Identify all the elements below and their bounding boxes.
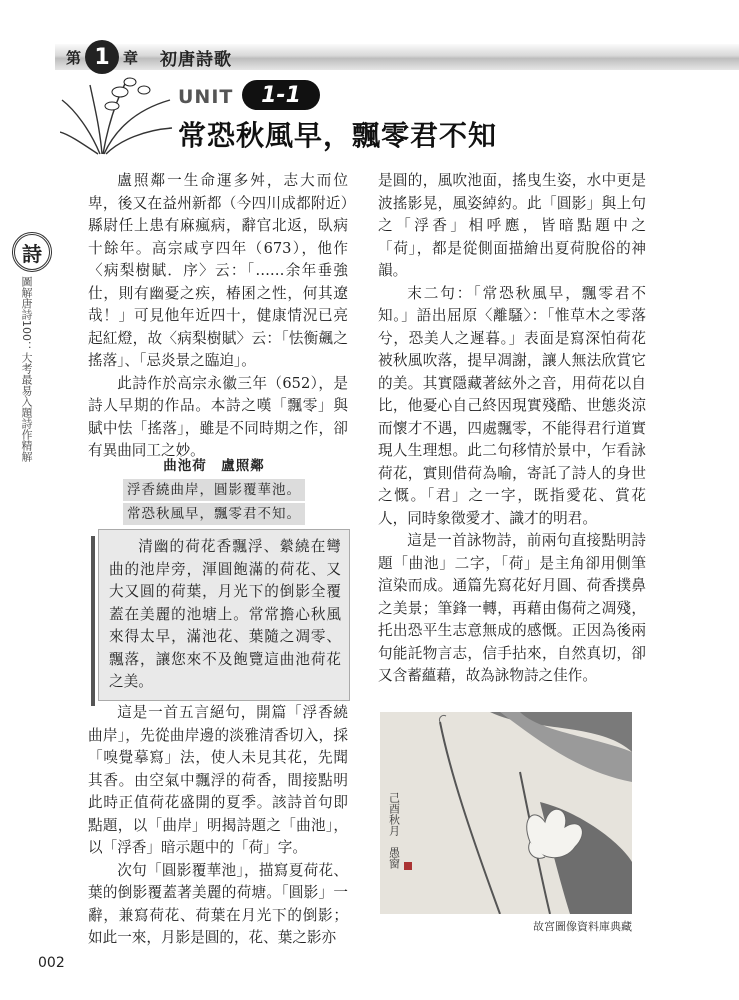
painting-inscription: 己酉秋月 愚窗 (387, 792, 401, 869)
body-paragraph: 這是一首詠物詩，前兩句直接點明詩題「曲池」二字，「荷」是主角卻用側筆渲染而成。通篇先寫花好月圓、荷香撲鼻之美景；筆鋒一轉，再藉由傷荷之凋殘，托出恐平生志意無成的感慨。正因為後兩句能託物言志，信手拈來，自然真切，卻又含蓄蘊藉，故為詠物詩之佳作。 (378, 532, 646, 684)
book-title-vertical: 圖解唐詩100：大考最易入題詩作精解 (20, 276, 33, 462)
page-number: 002 (38, 955, 65, 971)
page-title: 常恐秋風早，飄零君不知 (178, 119, 498, 152)
image-caption: 故宮圖像資料庫典藏 (533, 920, 632, 933)
poem-block (112, 454, 316, 526)
left-column-bottom (88, 702, 348, 950)
right-column (378, 170, 646, 688)
poem-title: 曲池荷 盧照鄰 (163, 458, 265, 474)
body-paragraph: 這是一首五言絕句，開篇「浮香繞曲岸」，先從曲岸邊的淡雅清香切入，採「嗅覺摹寫」法，使人未見其花，先聞其香。由空氣中飄浮的荷香，間接點明此時正值荷花盛開的夏季。該詩首句即點題，以「曲岸」明揭詩題之「曲池」，以「浮香」暗示題中的「荷」字。 (88, 704, 348, 856)
unit-label: UNIT (178, 86, 234, 108)
orchid-illustration (60, 70, 175, 155)
chapter-title: 初唐詩歌 (160, 49, 233, 70)
body-paragraph: 此詩作於高宗永徽三年（652），是詩人早期的作品。本詩之嘆「飄零」與賦中怯「搖落」，雖是不同時期之作，卻有異曲同工之妙。 (88, 374, 348, 459)
book-logo: 詩 (12, 232, 52, 272)
body-paragraph: 末二句：「常恐秋風早，飄零君不知。」語出屈原〈離騷〉：「惟草木之零落兮，恐美人之遲暮。」表面是寫深怕荷花被秋風吹落，提早凋謝，讓人無法欣賞它的美。其實隱藏著絃外之音，用荷花以自比，他憂心自己終因現實殘酷、世態炎涼而懷才不遇，四處飄零，不能得君行道實現人生理想。此二句移情於景中，乍看詠荷花，實則借荷為喻，寄託了詩人的身世之慨。「君」之一字，既指愛花、賞花人，同時象徵愛才、識才的明君。 (378, 284, 646, 527)
lotus-painting (380, 712, 632, 914)
body-paragraph: 盧照鄰一生命運多舛，志大而位卑，後又在益州新都（今四川成都附近）縣尉任上患有麻瘋病，辭官北返，臥病十餘年。高宗咸亨四年（673），他作〈病梨樹賦．序〉云：「……余年垂強仕，則有幽憂之疾，椿囷之性，何其遼哉！」可見他年近四十，健康情況已亮起紅燈，故〈病梨樹賦〉云：「怯衡飆之搖落」、「忌炎景之臨迫」。 (88, 172, 348, 369)
left-column-top (88, 170, 348, 463)
chapter-number-badge: 1 (85, 40, 119, 74)
body-paragraph-continued: 是圓的，風吹池面，搖曳生姿，水中更是波搖影晃，風姿綽約。此「圓影」與上句之「浮香」相呼應，皆暗點題中之「荷」，都是從側面描繪出夏荷脫俗的神韻。 (378, 172, 646, 279)
chapter-header (66, 44, 232, 70)
body-paragraph: 次句「圓影覆華池」，描寫夏荷花、葉的倒影覆蓋著美麗的荷塘。「圓影」一辭，兼寫荷花、荷葉在月光下的倒影；如此一來，月影是圓的，花、葉之影亦 (88, 861, 348, 946)
chapter-suffix: 章 (123, 48, 139, 67)
chapter-prefix: 第 (66, 48, 82, 67)
lotus-painting-art (380, 712, 632, 914)
unit-number-badge: 1-1 (242, 80, 320, 110)
poem-line: 浮香繞曲岸，圓影覆華池。 (123, 479, 305, 501)
translation-box: 清幽的荷花香飄浮、縈繞在彎曲的池岸旁，渾圓飽滿的荷花、又大又圓的荷葉，月光下的倒影全覆蓋在美麗的池塘上。常常擔心秋風來得太早，滿池花、葉隨之凋零、飄落，讓您來不及飽覽這曲池荷花之美。 (98, 529, 350, 701)
poem-line: 常恐秋風早，飄零君不知。 (123, 503, 305, 525)
